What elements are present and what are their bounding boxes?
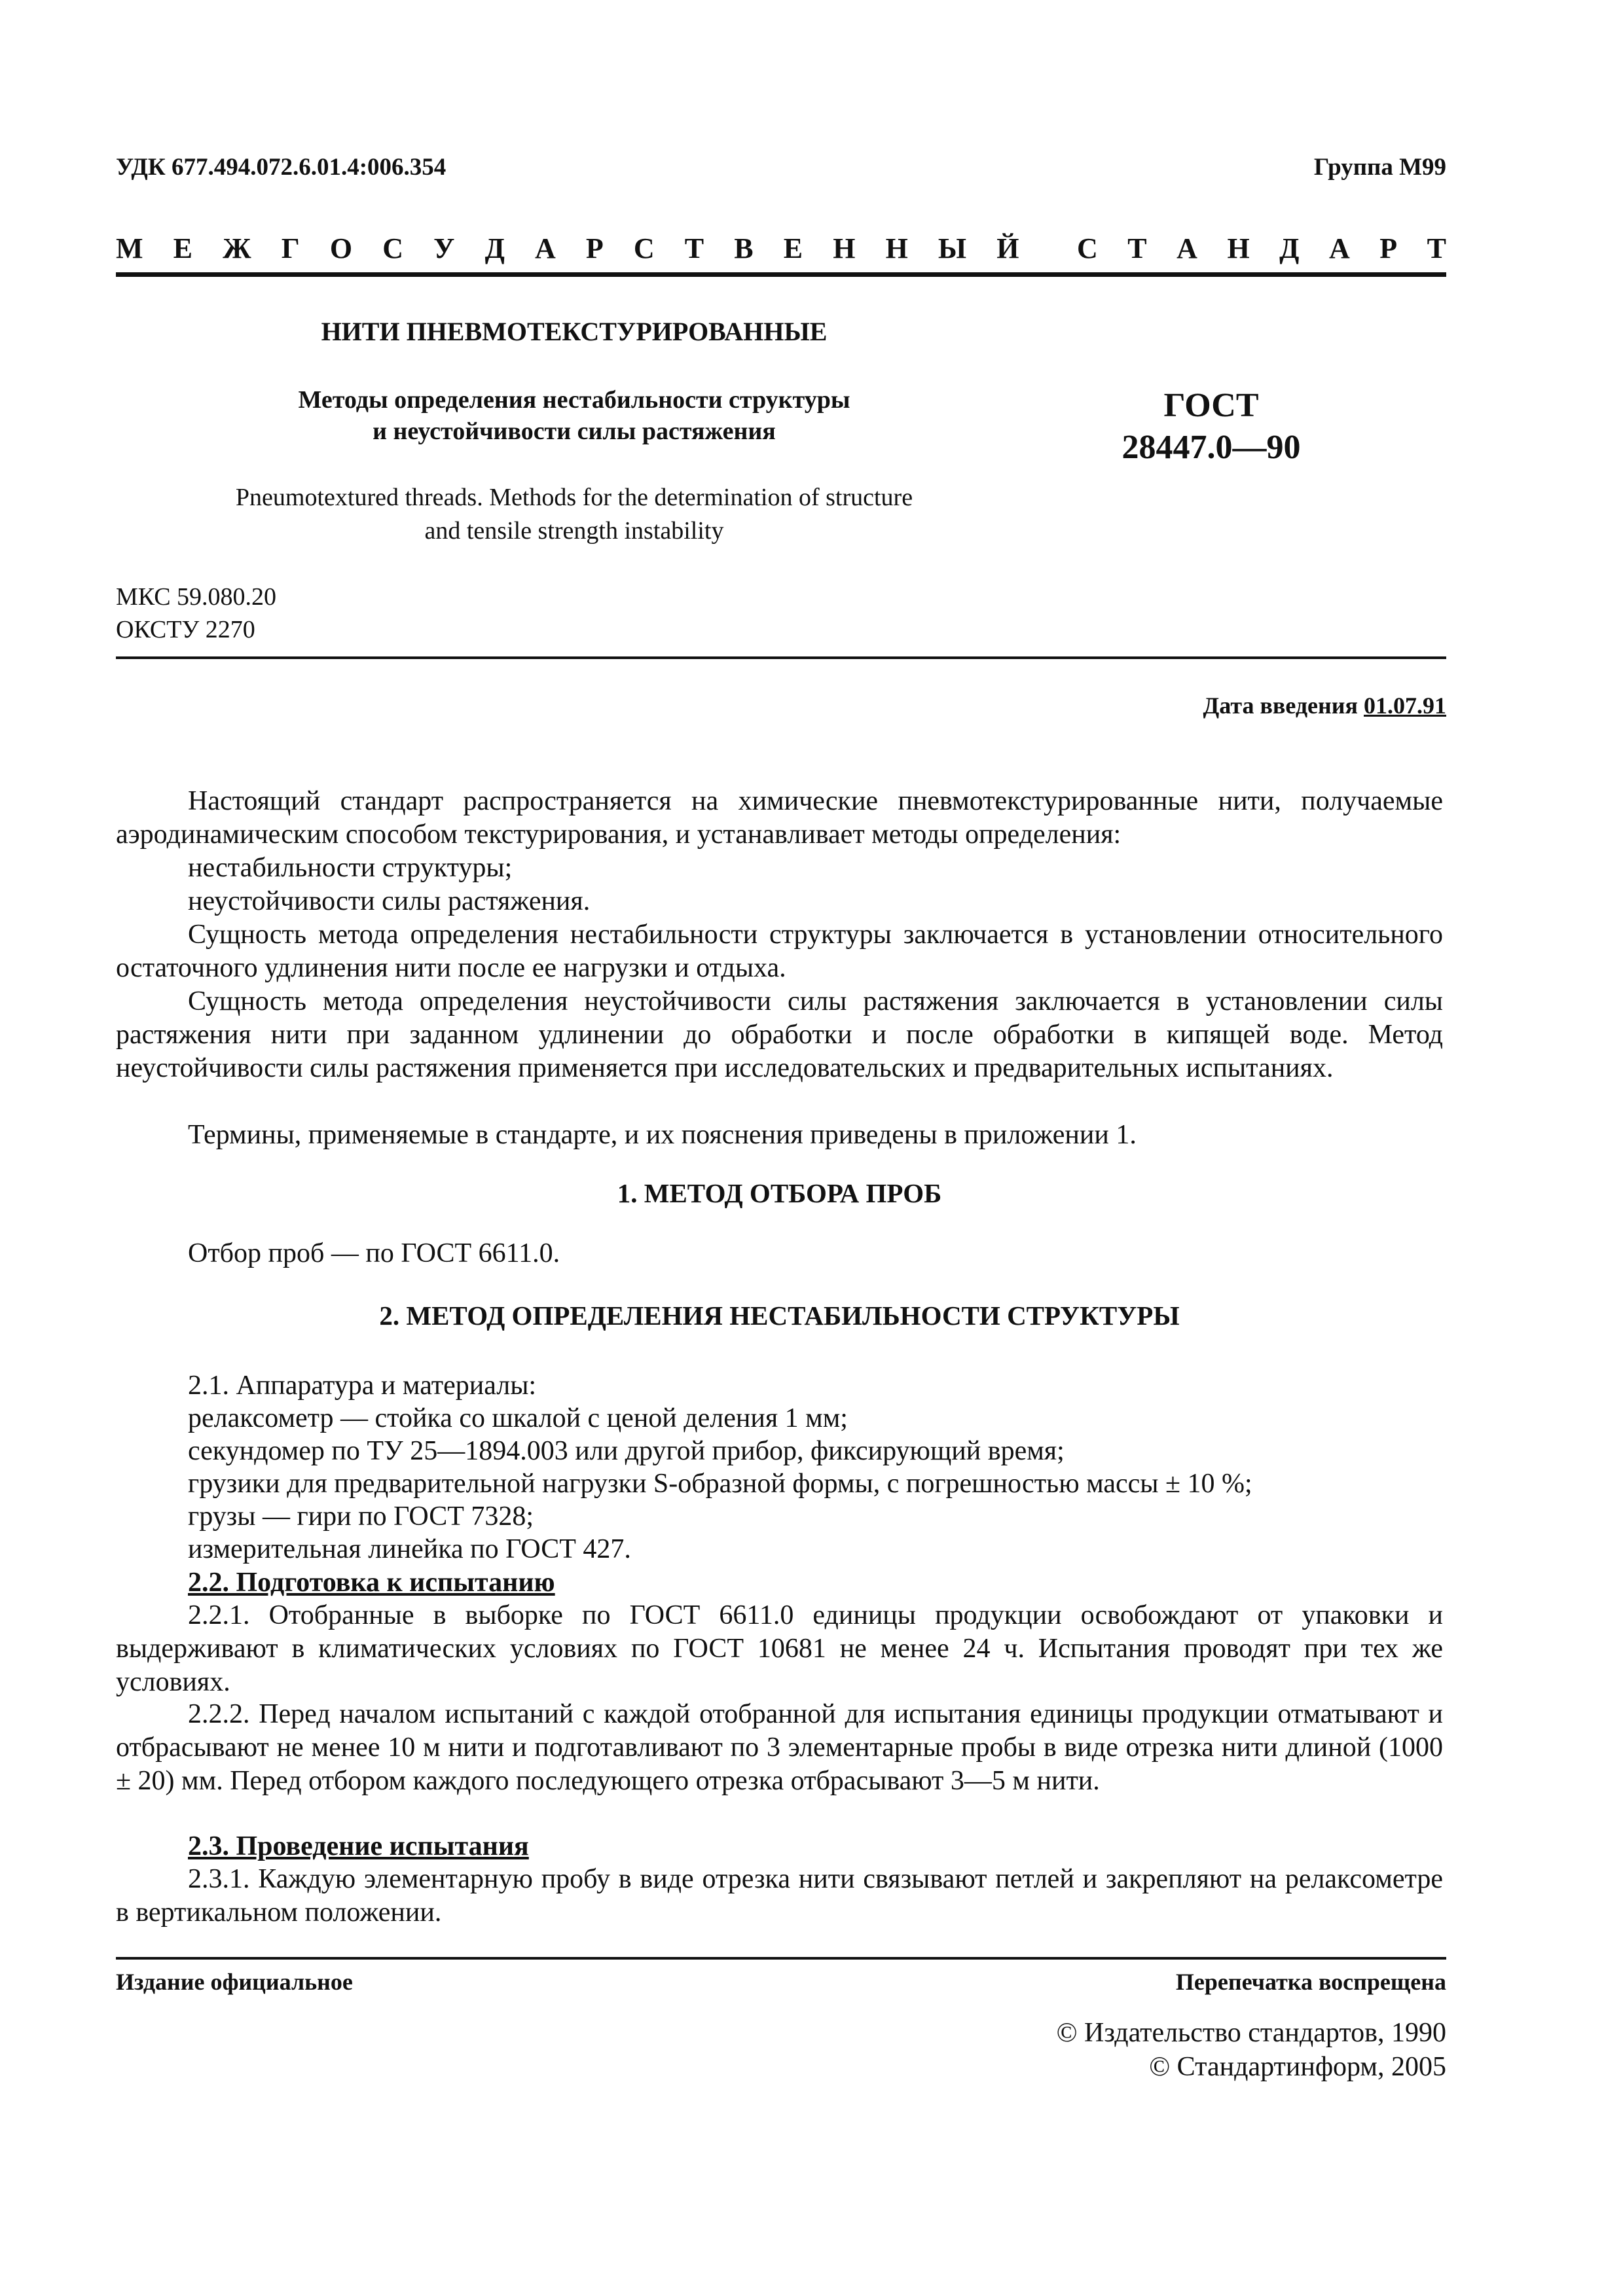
gost-number: 28447.0—90 [1122,429,1301,466]
document-subtitle [116,384,1032,447]
title-rule [116,656,1446,659]
paragraph-list-item-2: неустойчивости силы растяжения. [188,886,591,916]
classification-codes [116,581,276,646]
gost-designation [1034,385,1388,469]
official-edition: Издание официальное [116,1969,353,1995]
english-title-line-2: and tensile strength instability [424,517,724,545]
paragraph-list-item-1: нестабильности структуры; [188,853,513,883]
subtitle-line-2: и неустойчивости силы растяжения [373,418,776,445]
english-title-line-1: Pneumotextured threads. Methods for the determination of structure [235,484,913,511]
clause-2-2-1: 2.2.1. Отобранные в выборке по ГОСТ 6611.0 единицы продукции освобождают от упаковки и выдерживают в климатических условиях по ГОСТ 10681 не менее 24 ч. Испытания проводят при тех же условиях. [116,1600,1443,1697]
okstu-code: ОКСТУ 2270 [116,616,255,643]
paragraph-scope: Настоящий стандарт распространяется на химические пневмотекстурированные нити, получаемые аэродинамическим способом текстурирования, и устанавливает методы определения: [116,786,1443,850]
section-2-heading: 2. МЕТОД ОПРЕДЕЛЕНИЯ НЕСТАБИЛЬНОСТИ СТРУКТУРЫ [379,1300,1180,1331]
subtitle-line-1: Методы определения нестабильности структуры [298,386,850,414]
reprint-prohibited: Перепечатка воспрещена [1175,1969,1446,1995]
clause-2-1-item-ruler: измерительная линейка по ГОСТ 427. [188,1534,631,1564]
banner-interstate: М Е Ж Г О С У Д А Р С Т В Е Н Н Ы Й [116,232,1019,264]
introduction-date-label: Дата введения [1203,692,1358,719]
paragraph-method-essence-1: Сущность метода определения нестабильности структуры заключается в установлении относительного остаточного удлинения нити после ее нагрузки и отдыха. [116,920,1443,983]
clause-2-1-item-stopwatch: секундомер по ТУ 25—1894.003 или другой прибор, фиксирующий время; [188,1436,1065,1466]
introduction-date-value: 01.07.91 [1364,692,1446,719]
banner-standard: С Т А Н Д А Р Т [1077,232,1446,264]
paragraph-method-essence-2: Сущность метода определения неустойчивости силы растяжения заключается в установлении силы растяжения нити при заданном удлинении до обработки и после обработки в кипящей воде. Метод неустойчивости силы растяжения применяется при исследовательских и предварительных испытаниях. [116,986,1443,1083]
footer-rule [116,1957,1446,1960]
introduction-date [982,692,1446,719]
copyright-block [851,2016,1446,2084]
clause-2-3-heading: 2.3. Проведение испытания [188,1831,529,1861]
group-code: Группа М99 [1313,154,1446,181]
clause-2-2-2: 2.2.2. Перед началом испытаний с каждой отобранной для испытания единицы продукции отматывают и отбрасывают не менее 10 м нити и подготавливают по 3 элементарные пробы в виде отрезка нити длиной (1000 ± 20) мм. Перед отбором каждого последующего отрезка отбрасывают 3—5 м нити. [116,1699,1443,1796]
section-1-heading: 1. МЕТОД ОТБОРА ПРОБ [617,1178,942,1208]
header-rule [116,272,1446,277]
document-title: НИТИ ПНЕВМОТЕКСТУРИРОВАННЫЕ [321,317,828,346]
copyright-line-1: © Издательство стандартов, 1990 [1056,2018,1446,2048]
udk-code: УДК 677.494.072.6.01.4:006.354 [116,154,447,181]
mks-code: МКС 59.080.20 [116,583,277,611]
english-title [116,481,1032,548]
clause-2-3-1: 2.3.1. Каждую элементарную пробу в виде отрезка нити связывают петлей и закрепляют на релаксометре в вертикальном положении. [116,1864,1443,1928]
clause-2-1: 2.1. Аппаратура и материалы: [188,1371,537,1401]
gost-label: ГОСТ [1163,387,1259,424]
clause-2-1-item-preload-weights: грузики для предварительной нагрузки S-образной формы, с погрешностью массы ± 10 %; [188,1469,1252,1499]
copyright-line-2: © Стандартинформ, 2005 [1149,2052,1446,2082]
paragraph-terms: Термины, применяемые в стандарте, и их пояснения приведены в приложении 1. [188,1120,1137,1150]
clause-2-1-item-relaxometer: релаксометр — стойка со шкалой с ценой деления 1 мм; [188,1403,848,1433]
section-1-text: Отбор проб — по ГОСТ 6611.0. [188,1238,560,1268]
clause-2-2-heading: 2.2. Подготовка к испытанию [188,1568,555,1598]
clause-2-1-item-weights: грузы — гири по ГОСТ 7328; [188,1501,534,1532]
